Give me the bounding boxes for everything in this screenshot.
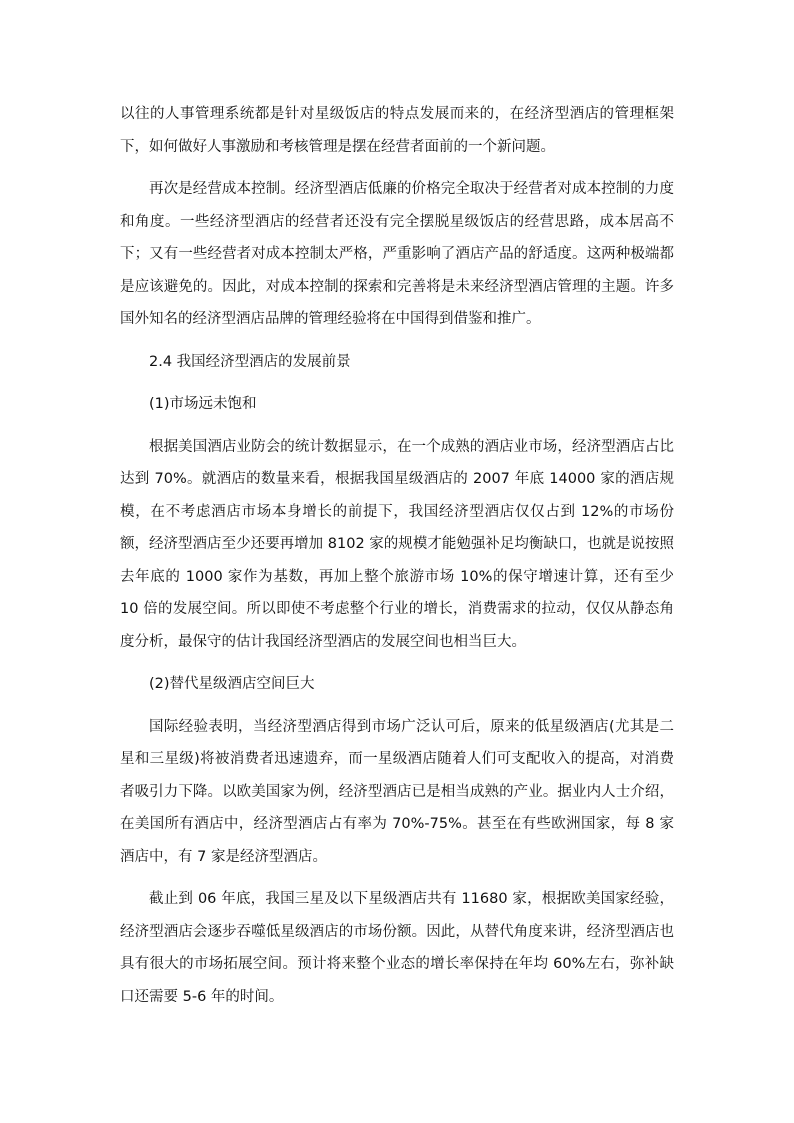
paragraph-growth-forecast: 截止到 06 年底，我国三星及以下星级酒店共有 11680 家，根据欧美国家经验，经济型酒店会逐步吞噬低星级酒店的市场份额。因此，从替代角度来讲，经济型酒店也具有很大的市场拓展空间。预计将来整个业态的增长率保持在年均 60%左右，弥补缺口还需要 5-6 年的时间。 bbox=[120, 891, 674, 1005]
section-heading: 2.4 我国经济型酒店的发展前景 bbox=[149, 353, 351, 370]
paragraph-international-experience: 国际经验表明，当经济型酒店得到市场广泛认可后，原来的低星级酒店(尤其是二星和三星级)将被消费者迅速遗弃，而一星级酒店随着人们可支配收入的提高，对消费者吸引力下降。以欧美国家为例，经济型酒店已是相当成熟的产业。据业内人士介绍，在美国所有酒店中，经济型酒店占有率为 70%-75%。甚至在有些欧洲国家，每 8 家酒店中，有 7 家是经济型酒店。 bbox=[120, 718, 674, 865]
subheading-replacement: (2)替代星级酒店空间巨大 bbox=[149, 676, 315, 692]
paragraph-hr-management: 以往的人事管理系统都是针对星级饭店的特点发展而来的，在经济型酒店的管理框架下，如何做好人事激励和考核管理是摆在经营者面前的一个新问题。 bbox=[120, 106, 674, 155]
paragraph-market-saturation: 根据美国酒店业防会的统计数据显示，在一个成熟的酒店业市场，经济型酒店占比达到 70%。就酒店的数量来看，根据我国星级酒店的 2007 年底 14000 家的酒店规模，在不考虑酒店市场本身增长的前提下，我国经济型酒店仅仅占到 12%的市场份额，经济型酒店至少还要再增加 8102 家的规模才能勉强补足均衡缺口，也就是说按照去年底的 1000 家作为基数，再加上整个旅游市场 10%的保守增速计算，还有至少 10 倍的发展空间。所以即使不考虑整个行业的增长，消费需求的拉动，仅仅从静态角度分析，最保守的估计我国经济型酒店的发展空间也相当巨大。 bbox=[120, 438, 674, 650]
subheading-market: (1)市场远未饱和 bbox=[149, 396, 257, 412]
paragraph-cost-control: 再次是经营成本控制。经济型酒店低廉的价格完全取决于经营者对成本控制的力度和角度。一些经济型酒店的经营者还没有完全摆脱星级饭店的经营思路，成本居高不下；又有一些经营者对成本控制太严格，严重影响了酒店产品的舒适度。这两种极端都是应该避免的。因此，对成本控制的探索和完善将是未来经济型酒店管理的主题。许多国外知名的经济型酒店品牌的管理经验将在中国得到借鉴和推广。 bbox=[120, 181, 674, 327]
